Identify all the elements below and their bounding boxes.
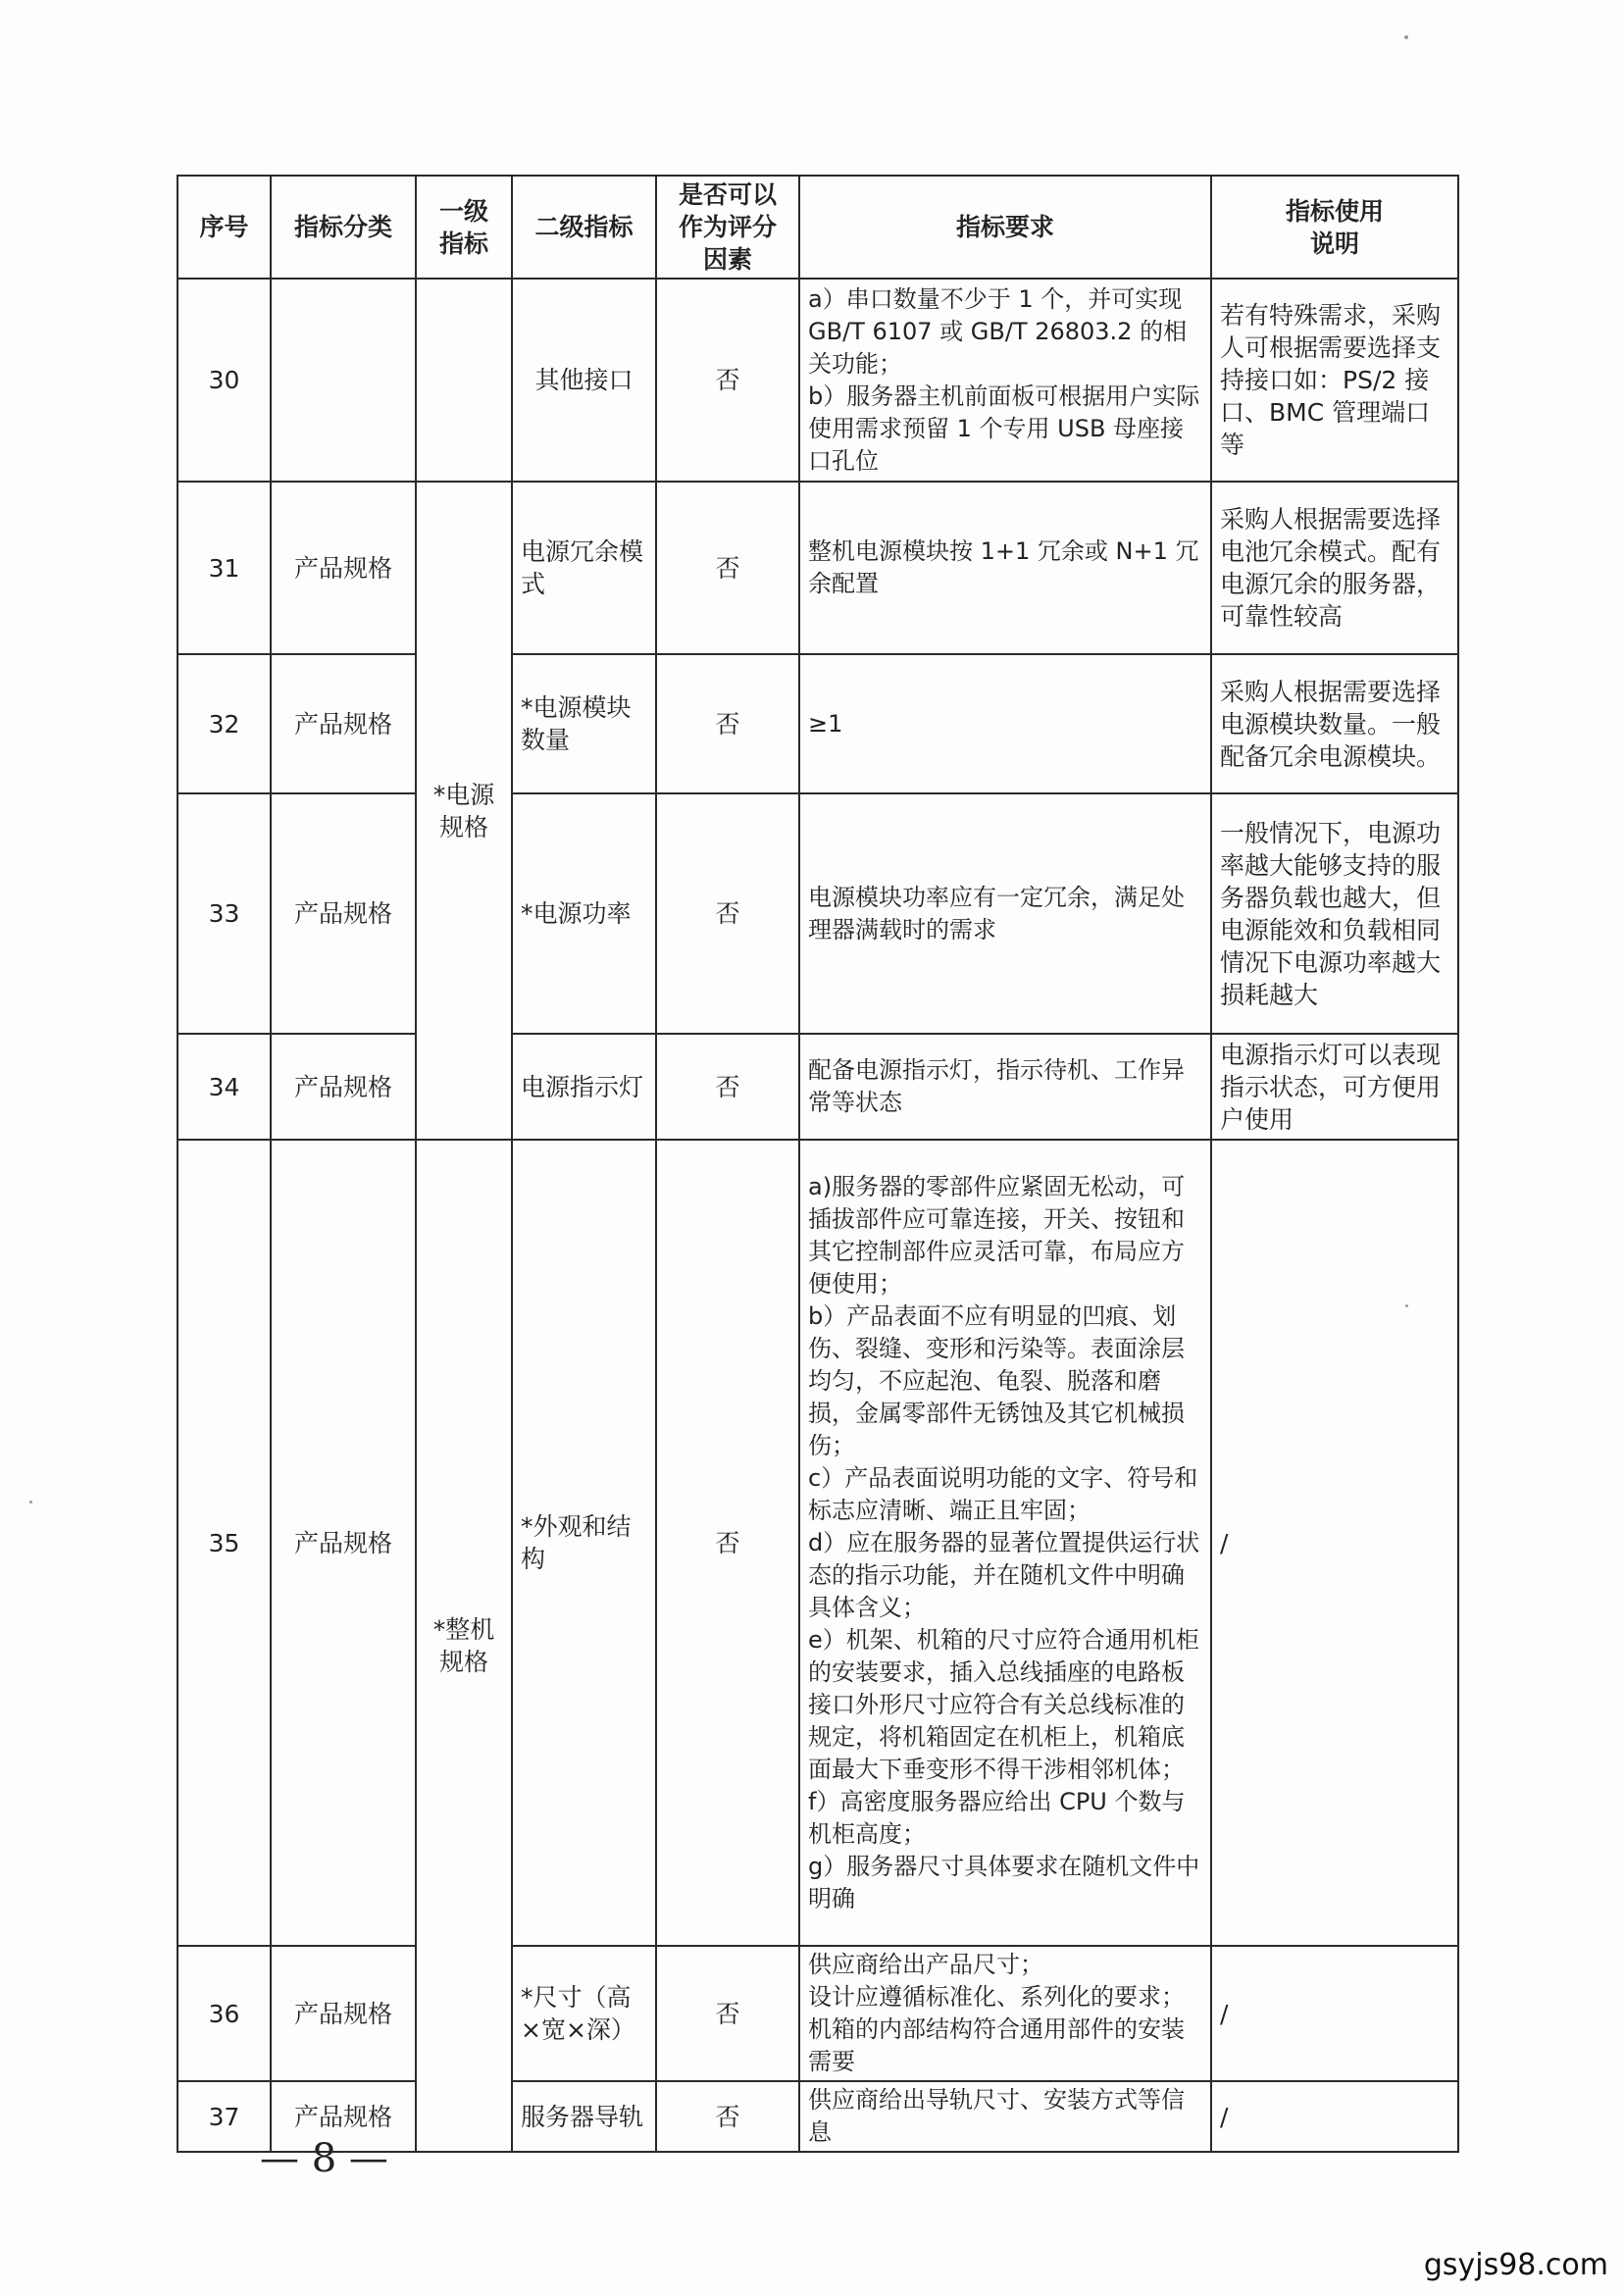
header-requirement: 指标要求	[799, 176, 1211, 279]
row-scoring: 否	[656, 1140, 799, 1946]
scan-speck	[29, 1501, 32, 1504]
row-level2: 电源指示灯	[512, 1034, 656, 1140]
row-note: /	[1211, 2081, 1458, 2152]
row-requirement: 电源模块功率应有一定冗余，满足处理器满载时的需求	[799, 793, 1211, 1034]
row-category: 产品规格	[271, 654, 416, 793]
page-number: — 8 —	[260, 2136, 388, 2181]
row-no: 36	[178, 1946, 271, 2081]
row-scoring: 否	[656, 654, 799, 793]
level1-power-text: *电源 规格	[432, 780, 495, 841]
level1-whole-text: *整机 规格	[432, 1615, 495, 1676]
table-row	[178, 654, 1458, 793]
row-requirement: 供应商给出导轨尺寸、安装方式等信息	[799, 2081, 1211, 2152]
row-level1-empty	[416, 279, 512, 482]
row-scoring: 否	[656, 482, 799, 654]
row-category	[271, 279, 416, 482]
row-category: 产品规格	[271, 2081, 416, 2152]
row-note: 若有特殊需求，采购人可根据需要选择支持接口如：PS/2 接口、BMC 管理端口等	[1211, 279, 1458, 482]
row-no: 34	[178, 1034, 271, 1140]
table-row	[178, 1946, 1458, 2081]
row-scoring: 否	[656, 279, 799, 482]
header-row	[178, 176, 1458, 279]
row-note: 采购人根据需要选择电池冗余模式。配有电源冗余的服务器，可靠性较高	[1211, 482, 1458, 654]
row-note: /	[1211, 1946, 1458, 2081]
header-level1	[416, 176, 512, 279]
level1-power	[416, 482, 512, 1140]
watermark-text: gsyjs98.com	[1423, 2248, 1608, 2282]
row-note: 一般情况下，电源功率越大能够支持的服务器负载也越大，但电源能效和负载相同情况下电源功率越大损耗越大	[1211, 793, 1458, 1034]
row-scoring: 否	[656, 2081, 799, 2152]
table-row	[178, 793, 1458, 1034]
row-category: 产品规格	[271, 1946, 416, 2081]
row-scoring: 否	[656, 793, 799, 1034]
scan-speck	[1404, 35, 1408, 39]
row-requirement	[799, 1946, 1211, 2081]
row-requirement: 配备电源指示灯，指示待机、工作异常等状态	[799, 1034, 1211, 1140]
level1-whole	[416, 1140, 512, 2152]
table-row	[178, 482, 1458, 654]
scan-speck	[1405, 1304, 1408, 1307]
row-category: 产品规格	[271, 482, 416, 654]
row-note: 采购人根据需要选择电源模块数量。一般配备冗余电源模块。	[1211, 654, 1458, 793]
row-scoring: 否	[656, 1034, 799, 1140]
row-no: 33	[178, 793, 271, 1034]
row-requirement-text: a)服务器的零部件应紧固无松动，可插拔部件应可靠连接，开关、按钮和其它控制部件应灵活可靠，布局应方便使用； b）产品表面不应有明显的凹痕、划伤、裂缝、变形和污染等。表面涂层均匀，不应起泡、龟裂、脱落和磨损，金属零部件无锈蚀及其它机械损伤； c）产品表面说明功能的文字、符号和标志应清晰、端正且牢固； d）应在服务器的显著位置提供运行状态的指示功能，并在随机文件中明确具体含义； e）机架、机箱的尺寸应符合通用机柜的安装要求，插入总线插座的电路板接口外形尺寸应符合有关总线标准的规定，将机箱固定在机柜上，机箱底面最大下垂变形不得干涉相邻机体； f）高密度服务器应给出 CPU 个数与机柜高度； g）服务器尺寸具体要求在随机文件中明确	[808, 1172, 1200, 1912]
header-note	[1211, 176, 1458, 279]
row-level2: 其他接口	[512, 279, 656, 482]
row-requirement	[799, 279, 1211, 482]
header-scoring-text: 是否可以 作为评分 因素	[678, 180, 777, 274]
header-category: 指标分类	[271, 176, 416, 279]
header-no: 序号	[178, 176, 271, 279]
table-row	[178, 1140, 1458, 1946]
row-no: 31	[178, 482, 271, 654]
spec-table	[177, 175, 1459, 2153]
row-scoring: 否	[656, 1946, 799, 2081]
row-requirement-text: 供应商给出产品尺寸； 设计应遵循标准化、系列化的要求； 机箱的内部结构符合通用部件的安装需要	[808, 1951, 1185, 2075]
row-note: /	[1211, 1140, 1458, 1946]
row-requirement: 整机电源模块按 1+1 冗余或 N+1 冗余配置	[799, 482, 1211, 654]
header-level2: 二级指标	[512, 176, 656, 279]
row-category: 产品规格	[271, 1140, 416, 1946]
row-level2: 电源冗余模式	[512, 482, 656, 654]
row-category: 产品规格	[271, 1034, 416, 1140]
row-level2: 服务器导轨	[512, 2081, 656, 2152]
row-no: 35	[178, 1140, 271, 1946]
row-no: 30	[178, 279, 271, 482]
row-level2: *电源功率	[512, 793, 656, 1034]
row-category: 产品规格	[271, 793, 416, 1034]
row-requirement-text: a）串口数量不少于 1 个，并可实现 GB/T 6107 或 GB/T 26803.2 的相关功能； b）服务器主机前面板可根据用户实际使用需求预留 1 个专用 USB 母座接口孔位	[808, 284, 1200, 475]
row-level2: *外观和结构	[512, 1140, 656, 1946]
row-no: 32	[178, 654, 271, 793]
row-requirement	[799, 1140, 1211, 1946]
header-scoring	[656, 176, 799, 279]
table-row	[178, 279, 1458, 482]
row-no: 37	[178, 2081, 271, 2152]
row-level2: *尺寸（高×宽×深）	[512, 1946, 656, 2081]
table-row	[178, 1034, 1458, 1140]
header-level1-text: 一级 指标	[438, 196, 488, 258]
header-note-text: 指标使用 说明	[1285, 196, 1384, 258]
row-requirement: ≥1	[799, 654, 1211, 793]
row-note: 电源指示灯可以表现指示状态，可方便用户使用	[1211, 1034, 1458, 1140]
row-level2: *电源模块数量	[512, 654, 656, 793]
